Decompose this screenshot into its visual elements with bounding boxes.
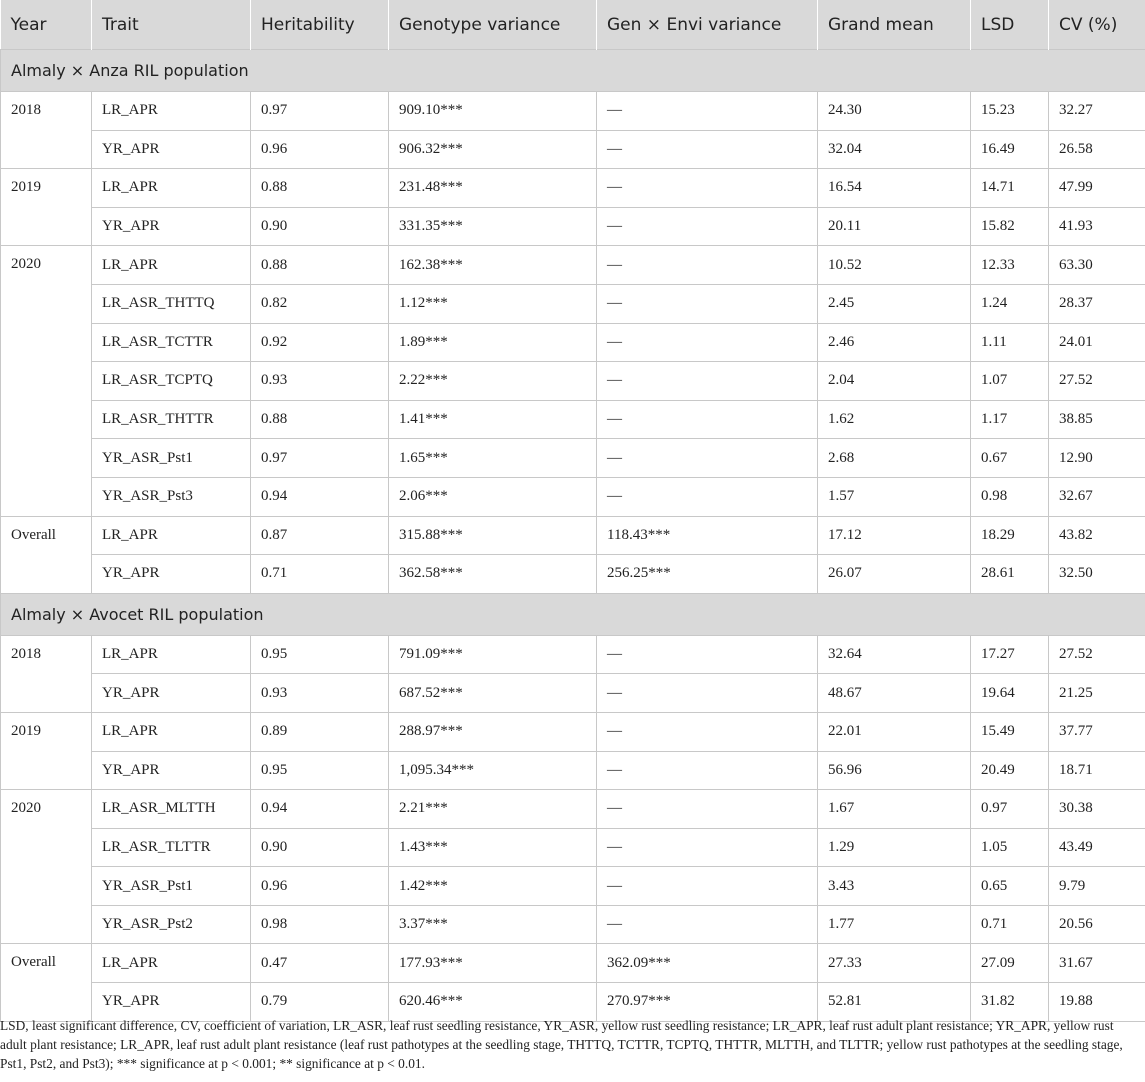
year-cell: Overall bbox=[1, 516, 92, 593]
value-cell: 26.58 bbox=[1049, 130, 1145, 169]
value-cell: 2.22*** bbox=[389, 362, 597, 401]
trait-cell: LR_ASR_THTTR bbox=[92, 400, 251, 439]
table-row bbox=[1, 130, 1145, 169]
value-cell: 38.85 bbox=[1049, 400, 1145, 439]
value-cell: 0.67 bbox=[971, 439, 1049, 478]
value-cell: 1.65*** bbox=[389, 439, 597, 478]
value-cell: 162.38*** bbox=[389, 246, 597, 285]
value-cell: 41.93 bbox=[1049, 207, 1145, 246]
value-cell: 12.33 bbox=[971, 246, 1049, 285]
header-row bbox=[1, 0, 1145, 50]
value-cell: 15.23 bbox=[971, 92, 1049, 131]
value-cell: 0.47 bbox=[251, 944, 389, 983]
year-cell: Overall bbox=[1, 944, 92, 1021]
table-row bbox=[1, 828, 1145, 867]
value-cell: 18.29 bbox=[971, 516, 1049, 555]
value-cell: 43.82 bbox=[1049, 516, 1145, 555]
value-cell: — bbox=[597, 207, 818, 246]
value-cell: 32.04 bbox=[818, 130, 971, 169]
value-cell: — bbox=[597, 867, 818, 906]
value-cell: 0.96 bbox=[251, 130, 389, 169]
value-cell: — bbox=[597, 92, 818, 131]
table-row bbox=[1, 712, 1145, 751]
value-cell: 32.67 bbox=[1049, 477, 1145, 516]
trait-cell: YR_ASR_Pst1 bbox=[92, 439, 251, 478]
table-row bbox=[1, 92, 1145, 131]
value-cell: 231.48*** bbox=[389, 169, 597, 208]
value-cell: — bbox=[597, 169, 818, 208]
value-cell: 791.09*** bbox=[389, 635, 597, 674]
value-cell: 1.29 bbox=[818, 828, 971, 867]
header-cell: CV (%) bbox=[1049, 0, 1145, 50]
value-cell: 1.57 bbox=[818, 477, 971, 516]
value-cell: 0.97 bbox=[971, 790, 1049, 829]
value-cell: — bbox=[597, 635, 818, 674]
trait-cell: YR_APR bbox=[92, 207, 251, 246]
table-row bbox=[1, 246, 1145, 285]
value-cell: — bbox=[597, 400, 818, 439]
value-cell: 10.52 bbox=[818, 246, 971, 285]
trait-cell: YR_APR bbox=[92, 751, 251, 790]
value-cell: 16.49 bbox=[971, 130, 1049, 169]
year-cell: 2019 bbox=[1, 169, 92, 246]
table-row bbox=[1, 477, 1145, 516]
header-cell: Grand mean bbox=[818, 0, 971, 50]
value-cell: — bbox=[597, 477, 818, 516]
table-row bbox=[1, 674, 1145, 713]
year-cell: 2018 bbox=[1, 92, 92, 169]
value-cell: 2.46 bbox=[818, 323, 971, 362]
table-row bbox=[1, 751, 1145, 790]
trait-cell: YR_ASR_Pst1 bbox=[92, 867, 251, 906]
value-cell: 28.37 bbox=[1049, 284, 1145, 323]
value-cell: 0.88 bbox=[251, 246, 389, 285]
table-row bbox=[1, 555, 1145, 594]
value-cell: 27.09 bbox=[971, 944, 1049, 983]
value-cell: 331.35*** bbox=[389, 207, 597, 246]
value-cell: 1.17 bbox=[971, 400, 1049, 439]
value-cell: 118.43*** bbox=[597, 516, 818, 555]
value-cell: 17.12 bbox=[818, 516, 971, 555]
value-cell: 0.71 bbox=[251, 555, 389, 594]
table-row bbox=[1, 635, 1145, 674]
table-row bbox=[1, 790, 1145, 829]
value-cell: 0.65 bbox=[971, 867, 1049, 906]
value-cell: 3.43 bbox=[818, 867, 971, 906]
value-cell: 1.05 bbox=[971, 828, 1049, 867]
value-cell: 20.11 bbox=[818, 207, 971, 246]
value-cell: 0.89 bbox=[251, 712, 389, 751]
value-cell: 9.79 bbox=[1049, 867, 1145, 906]
value-cell: 2.68 bbox=[818, 439, 971, 478]
trait-cell: LR_APR bbox=[92, 169, 251, 208]
value-cell: 31.67 bbox=[1049, 944, 1145, 983]
trait-cell: YR_ASR_Pst2 bbox=[92, 905, 251, 944]
table-row bbox=[1, 207, 1145, 246]
value-cell: 16.54 bbox=[818, 169, 971, 208]
value-cell: 1.89*** bbox=[389, 323, 597, 362]
value-cell: 32.50 bbox=[1049, 555, 1145, 594]
trait-cell: LR_ASR_TCTTR bbox=[92, 323, 251, 362]
value-cell: 0.93 bbox=[251, 674, 389, 713]
value-cell: 30.38 bbox=[1049, 790, 1145, 829]
value-cell: — bbox=[597, 828, 818, 867]
value-cell: 12.90 bbox=[1049, 439, 1145, 478]
value-cell: 43.49 bbox=[1049, 828, 1145, 867]
value-cell: 1.12*** bbox=[389, 284, 597, 323]
value-cell: — bbox=[597, 323, 818, 362]
table-row bbox=[1, 905, 1145, 944]
trait-cell: LR_APR bbox=[92, 944, 251, 983]
value-cell: 0.98 bbox=[251, 905, 389, 944]
value-cell: 0.95 bbox=[251, 751, 389, 790]
header-cell: LSD bbox=[971, 0, 1049, 50]
value-cell: 1.43*** bbox=[389, 828, 597, 867]
table-footnote: LSD, least significant difference, CV, coefficient of variation, LR_ASR, leaf rust seedling resistance, YR_ASR, yellow rust seedling resistance; LR_APR, leaf rust adult plant resistance; YR_APR, yellow rust adult plant resistance; LR_APR, leaf rust adult plant resistance (leaf rust pathotypes at the seedling stage, THTTQ, TCTTR, TCPTQ, THTTR, MLTTH, and TLTTR; yellow rust pathotypes at the seedling stage, Pst1, Pst2, and Pst3); *** significance at p < 0.001; ** significance at p < 0.01. bbox=[0, 1018, 1123, 1071]
value-cell: 31.82 bbox=[971, 983, 1049, 1022]
value-cell: 1,095.34*** bbox=[389, 751, 597, 790]
value-cell: 0.71 bbox=[971, 905, 1049, 944]
value-cell: 0.88 bbox=[251, 169, 389, 208]
value-cell: 20.49 bbox=[971, 751, 1049, 790]
value-cell: — bbox=[597, 790, 818, 829]
trait-cell: LR_ASR_THTTQ bbox=[92, 284, 251, 323]
trait-cell: YR_ASR_Pst3 bbox=[92, 477, 251, 516]
value-cell: 24.01 bbox=[1049, 323, 1145, 362]
trait-cell: YR_APR bbox=[92, 983, 251, 1022]
value-cell: 20.56 bbox=[1049, 905, 1145, 944]
table-row bbox=[1, 169, 1145, 208]
year-cell: 2019 bbox=[1, 712, 92, 789]
value-cell: 22.01 bbox=[818, 712, 971, 751]
value-cell: 256.25*** bbox=[597, 555, 818, 594]
trait-cell: LR_APR bbox=[92, 712, 251, 751]
value-cell: 2.21*** bbox=[389, 790, 597, 829]
value-cell: 0.90 bbox=[251, 207, 389, 246]
value-cell: 24.30 bbox=[818, 92, 971, 131]
value-cell: 0.88 bbox=[251, 400, 389, 439]
trait-cell: LR_ASR_MLTTH bbox=[92, 790, 251, 829]
section-title: Almaly × Anza RIL population bbox=[1, 50, 1145, 92]
value-cell: 15.49 bbox=[971, 712, 1049, 751]
value-cell: 14.71 bbox=[971, 169, 1049, 208]
trait-cell: LR_APR bbox=[92, 92, 251, 131]
header-cell: Year bbox=[1, 0, 92, 50]
value-cell: 909.10*** bbox=[389, 92, 597, 131]
value-cell: 2.04 bbox=[818, 362, 971, 401]
table-row bbox=[1, 284, 1145, 323]
value-cell: 1.42*** bbox=[389, 867, 597, 906]
table-row bbox=[1, 362, 1145, 401]
year-cell: 2018 bbox=[1, 635, 92, 712]
value-cell: 0.94 bbox=[251, 477, 389, 516]
value-cell: 1.62 bbox=[818, 400, 971, 439]
value-cell: 0.93 bbox=[251, 362, 389, 401]
value-cell: 32.27 bbox=[1049, 92, 1145, 131]
value-cell: 1.77 bbox=[818, 905, 971, 944]
value-cell: 26.07 bbox=[818, 555, 971, 594]
value-cell: 3.37*** bbox=[389, 905, 597, 944]
value-cell: 177.93*** bbox=[389, 944, 597, 983]
trait-cell: YR_APR bbox=[92, 555, 251, 594]
trait-cell: LR_APR bbox=[92, 246, 251, 285]
value-cell: 0.90 bbox=[251, 828, 389, 867]
value-cell: 37.77 bbox=[1049, 712, 1145, 751]
value-cell: 27.33 bbox=[818, 944, 971, 983]
trait-cell: LR_APR bbox=[92, 635, 251, 674]
value-cell: 0.95 bbox=[251, 635, 389, 674]
value-cell: 19.88 bbox=[1049, 983, 1145, 1022]
value-cell: — bbox=[597, 674, 818, 713]
value-cell: 0.82 bbox=[251, 284, 389, 323]
year-cell: 2020 bbox=[1, 246, 92, 516]
value-cell: 362.58*** bbox=[389, 555, 597, 594]
value-cell: 21.25 bbox=[1049, 674, 1145, 713]
value-cell: — bbox=[597, 362, 818, 401]
value-cell: 0.98 bbox=[971, 477, 1049, 516]
value-cell: 315.88*** bbox=[389, 516, 597, 555]
header-cell: Heritability bbox=[251, 0, 389, 50]
value-cell: 56.96 bbox=[818, 751, 971, 790]
table-row bbox=[1, 516, 1145, 555]
value-cell: 47.99 bbox=[1049, 169, 1145, 208]
value-cell: 1.24 bbox=[971, 284, 1049, 323]
value-cell: 28.61 bbox=[971, 555, 1049, 594]
table-body bbox=[1, 50, 1145, 1022]
table-row bbox=[1, 439, 1145, 478]
value-cell: 63.30 bbox=[1049, 246, 1145, 285]
value-cell: 906.32*** bbox=[389, 130, 597, 169]
value-cell: — bbox=[597, 712, 818, 751]
value-cell: 0.94 bbox=[251, 790, 389, 829]
value-cell: 2.06*** bbox=[389, 477, 597, 516]
trait-cell: YR_APR bbox=[92, 674, 251, 713]
value-cell: 18.71 bbox=[1049, 751, 1145, 790]
table-header bbox=[1, 0, 1145, 50]
value-cell: 19.64 bbox=[971, 674, 1049, 713]
value-cell: 48.67 bbox=[818, 674, 971, 713]
value-cell: 27.52 bbox=[1049, 635, 1145, 674]
value-cell: 32.64 bbox=[818, 635, 971, 674]
table-row bbox=[1, 867, 1145, 906]
value-cell: — bbox=[597, 905, 818, 944]
section-title: Almaly × Avocet RIL population bbox=[1, 593, 1145, 635]
section-row bbox=[1, 593, 1145, 635]
table-row bbox=[1, 400, 1145, 439]
header-cell: Trait bbox=[92, 0, 251, 50]
value-cell: 0.97 bbox=[251, 92, 389, 131]
value-cell: 1.07 bbox=[971, 362, 1049, 401]
value-cell: 1.11 bbox=[971, 323, 1049, 362]
table-row bbox=[1, 944, 1145, 983]
value-cell: 0.96 bbox=[251, 867, 389, 906]
trait-cell: YR_APR bbox=[92, 130, 251, 169]
value-cell: 17.27 bbox=[971, 635, 1049, 674]
value-cell: — bbox=[597, 284, 818, 323]
value-cell: 288.97*** bbox=[389, 712, 597, 751]
trait-cell: LR_APR bbox=[92, 516, 251, 555]
value-cell: 362.09*** bbox=[597, 944, 818, 983]
value-cell: 27.52 bbox=[1049, 362, 1145, 401]
value-cell: 620.46*** bbox=[389, 983, 597, 1022]
value-cell: 687.52*** bbox=[389, 674, 597, 713]
value-cell: 0.97 bbox=[251, 439, 389, 478]
value-cell: 1.41*** bbox=[389, 400, 597, 439]
value-cell: 52.81 bbox=[818, 983, 971, 1022]
value-cell: 0.79 bbox=[251, 983, 389, 1022]
section-row bbox=[1, 50, 1145, 92]
value-cell: 1.67 bbox=[818, 790, 971, 829]
value-cell: — bbox=[597, 439, 818, 478]
trait-cell: LR_ASR_TCPTQ bbox=[92, 362, 251, 401]
value-cell: 15.82 bbox=[971, 207, 1049, 246]
header-cell: Gen × Envi variance bbox=[597, 0, 818, 50]
value-cell: — bbox=[597, 246, 818, 285]
value-cell: 2.45 bbox=[818, 284, 971, 323]
trait-cell: LR_ASR_TLTTR bbox=[92, 828, 251, 867]
table-row bbox=[1, 323, 1145, 362]
value-cell: 0.92 bbox=[251, 323, 389, 362]
year-cell: 2020 bbox=[1, 790, 92, 944]
value-cell: 0.87 bbox=[251, 516, 389, 555]
value-cell: — bbox=[597, 751, 818, 790]
value-cell: — bbox=[597, 130, 818, 169]
header-cell: Genotype variance bbox=[389, 0, 597, 50]
value-cell: 270.97*** bbox=[597, 983, 818, 1022]
